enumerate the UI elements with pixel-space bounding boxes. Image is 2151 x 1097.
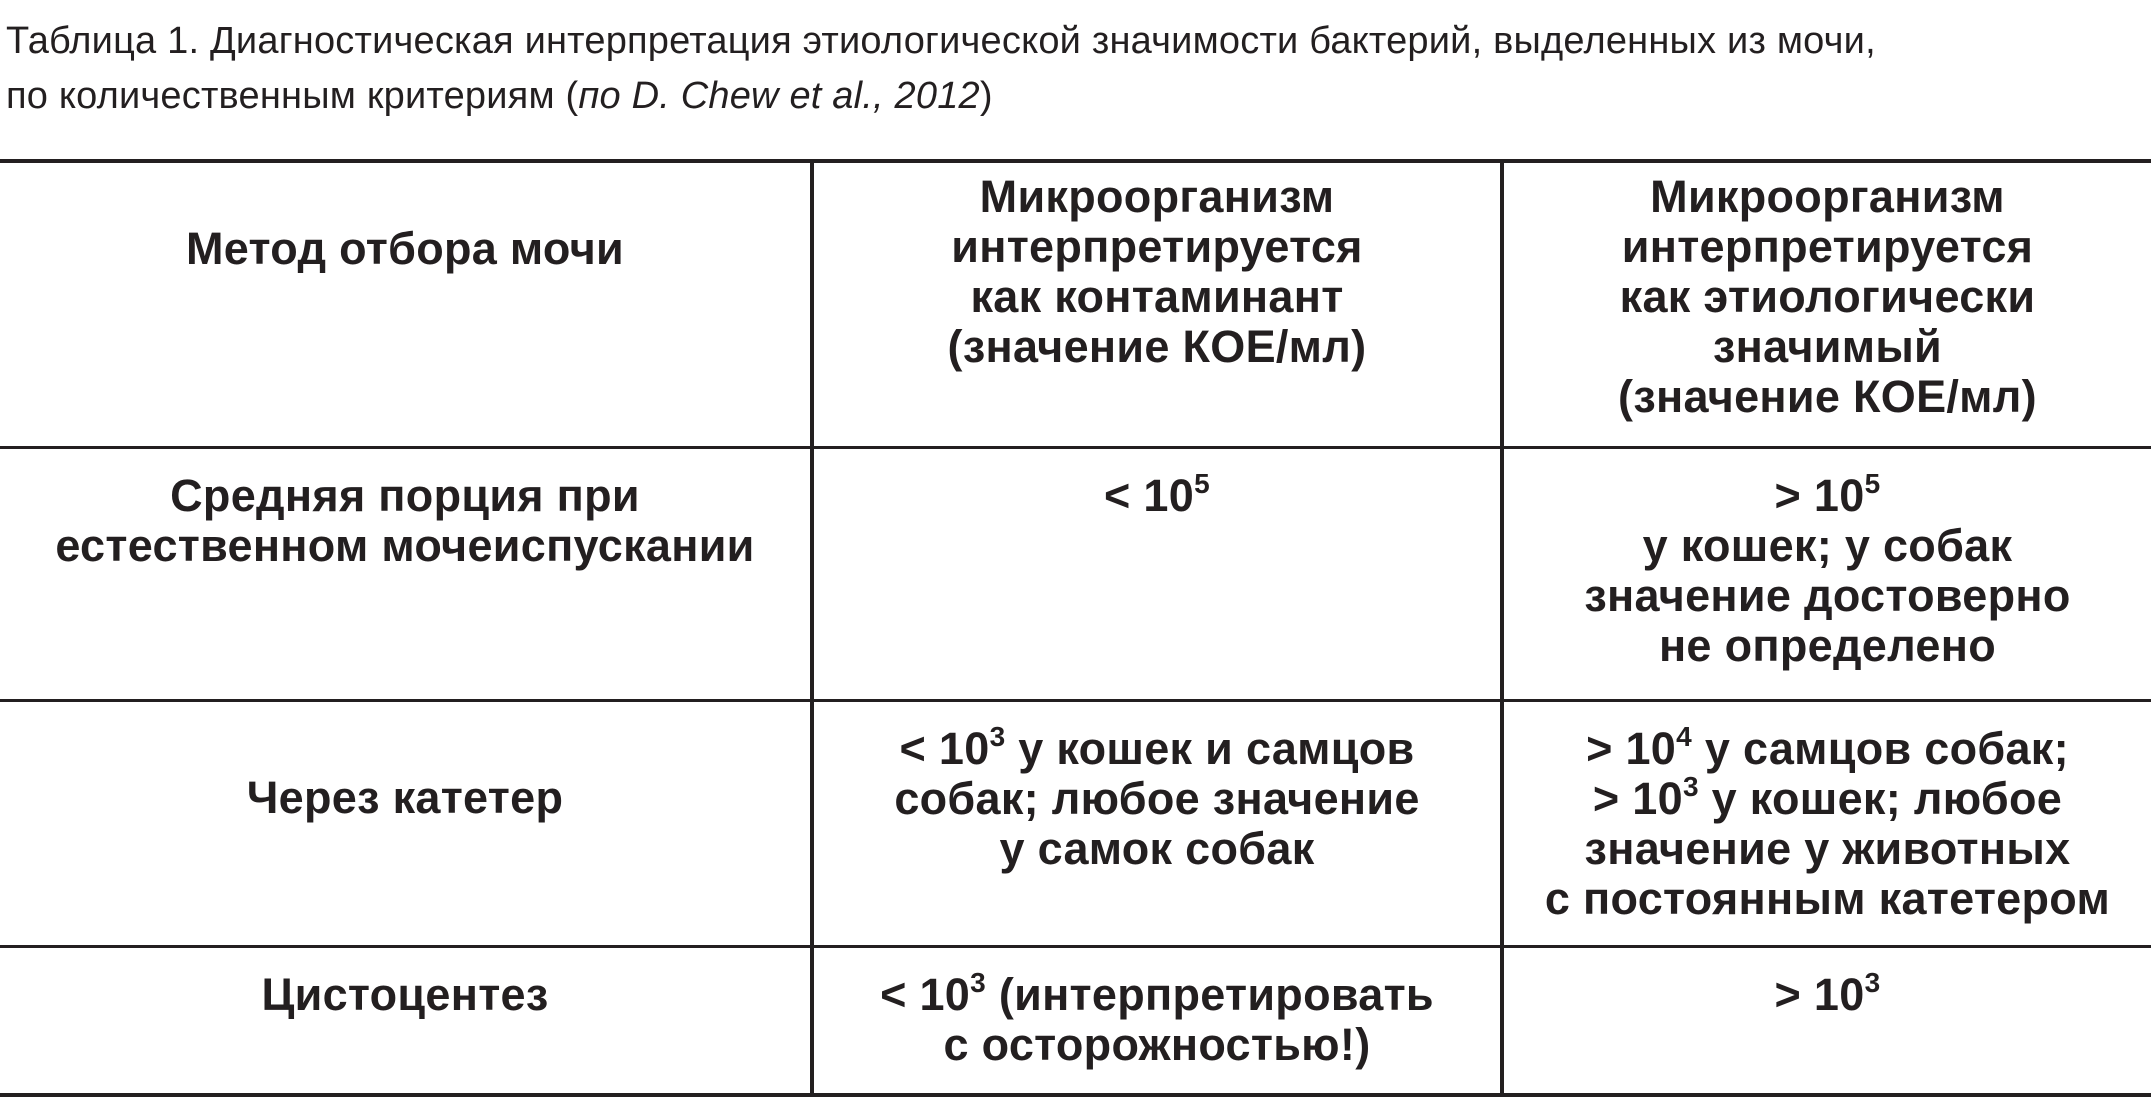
value-text: < 10 xyxy=(1104,470,1195,521)
exponent: 5 xyxy=(1864,468,1881,499)
row-2-method xyxy=(0,773,810,823)
caption-citation: по D. Chew et al., 2012 xyxy=(578,75,980,117)
row-divider xyxy=(0,945,2151,948)
exponent: 3 xyxy=(989,721,1006,752)
header-contaminant-line: Микроорганизм xyxy=(979,171,1335,222)
header-significant xyxy=(1504,172,2151,422)
header-significant-line: как этиологически xyxy=(1619,271,2036,322)
row-1-method-line: Средняя порция при xyxy=(170,470,640,521)
table-bottom-rule xyxy=(0,1093,2151,1097)
row-2-method-line: Через катетер xyxy=(246,772,564,823)
header-method xyxy=(0,224,810,274)
exponent: 4 xyxy=(1676,721,1693,752)
row-1-method-line: естественном мочеиспускании xyxy=(55,520,755,571)
row-2-significant-line: с постоянным катетером xyxy=(1544,873,2111,924)
exponent: 5 xyxy=(1194,468,1210,499)
table-top-rule xyxy=(0,159,2151,163)
caption-prefix: по количественным критериям ( xyxy=(6,75,579,117)
row-divider xyxy=(0,446,2151,449)
row-1-method xyxy=(0,471,810,571)
row-2-significant-line xyxy=(1504,721,2151,774)
value-text: < 10 xyxy=(880,969,971,1020)
table-caption xyxy=(6,14,2126,124)
exponent: 3 xyxy=(1864,967,1881,998)
row-3-contaminant xyxy=(814,967,1500,1070)
value-text: у самцов собак; xyxy=(1692,723,2069,774)
row-1-significant xyxy=(1504,468,2151,671)
header-contaminant-line: интерпретируется xyxy=(951,221,1363,272)
value-text: > 10 xyxy=(1774,470,1865,521)
header-significant-line: Микроорганизм xyxy=(1650,171,2005,222)
caption-line-1: Таблица 1. Диагностическая интерпретация этиологической значимости бактерий, выделенных из мочи, xyxy=(6,20,1876,62)
row-2-significant-line xyxy=(1504,771,2151,824)
header-contaminant-line: как контаминант xyxy=(970,271,1344,322)
row-3-significant xyxy=(1504,967,2151,1020)
value-text: у кошек и самцов xyxy=(1005,723,1415,774)
row-3-contaminant-line xyxy=(814,967,1500,1020)
value-text: (интерпретировать xyxy=(986,969,1434,1020)
row-1-contaminant-line xyxy=(814,468,1500,521)
row-divider xyxy=(0,699,2151,702)
row-1-significant-line: не определено xyxy=(1658,620,1997,671)
value-text: > 10 xyxy=(1586,723,1677,774)
row-1-significant-line: у кошек; у собак xyxy=(1642,520,2013,571)
row-2-contaminant-line xyxy=(814,721,1500,774)
exponent: 3 xyxy=(1682,771,1699,802)
header-contaminant-line: (значение КОЕ/мл) xyxy=(947,321,1367,372)
value-text: у кошек; любое xyxy=(1698,773,2063,824)
row-2-contaminant-line: у самок собак xyxy=(999,823,1315,874)
row-3-method-line: Цистоцентез xyxy=(261,969,549,1020)
row-3-contaminant-line: с осторожностью!) xyxy=(943,1019,1371,1070)
exponent: 3 xyxy=(970,967,987,998)
row-3-method xyxy=(0,970,810,1020)
caption-line-2 xyxy=(6,69,2126,124)
header-method-line: Метод отбора мочи xyxy=(186,223,624,274)
header-significant-line: значимый xyxy=(1712,321,1943,372)
header-significant-line: интерпретируется xyxy=(1621,221,2034,272)
value-text: > 10 xyxy=(1592,773,1683,824)
row-2-significant xyxy=(1504,721,2151,924)
value-text: < 10 xyxy=(899,723,990,774)
header-contaminant xyxy=(814,172,1500,372)
row-1-significant-line xyxy=(1504,468,2151,521)
row-1-contaminant xyxy=(814,468,1500,521)
row-2-significant-line: значение у животных xyxy=(1584,823,2071,874)
row-2-contaminant xyxy=(814,721,1500,874)
header-significant-line: (значение КОЕ/мл) xyxy=(1618,371,2037,422)
value-text: > 10 xyxy=(1774,969,1865,1020)
row-2-contaminant-line: собак; любое значение xyxy=(894,773,1420,824)
caption-suffix: ) xyxy=(979,75,993,117)
row-3-significant-line xyxy=(1504,967,2151,1020)
row-1-significant-line: значение достоверно xyxy=(1584,570,2071,621)
